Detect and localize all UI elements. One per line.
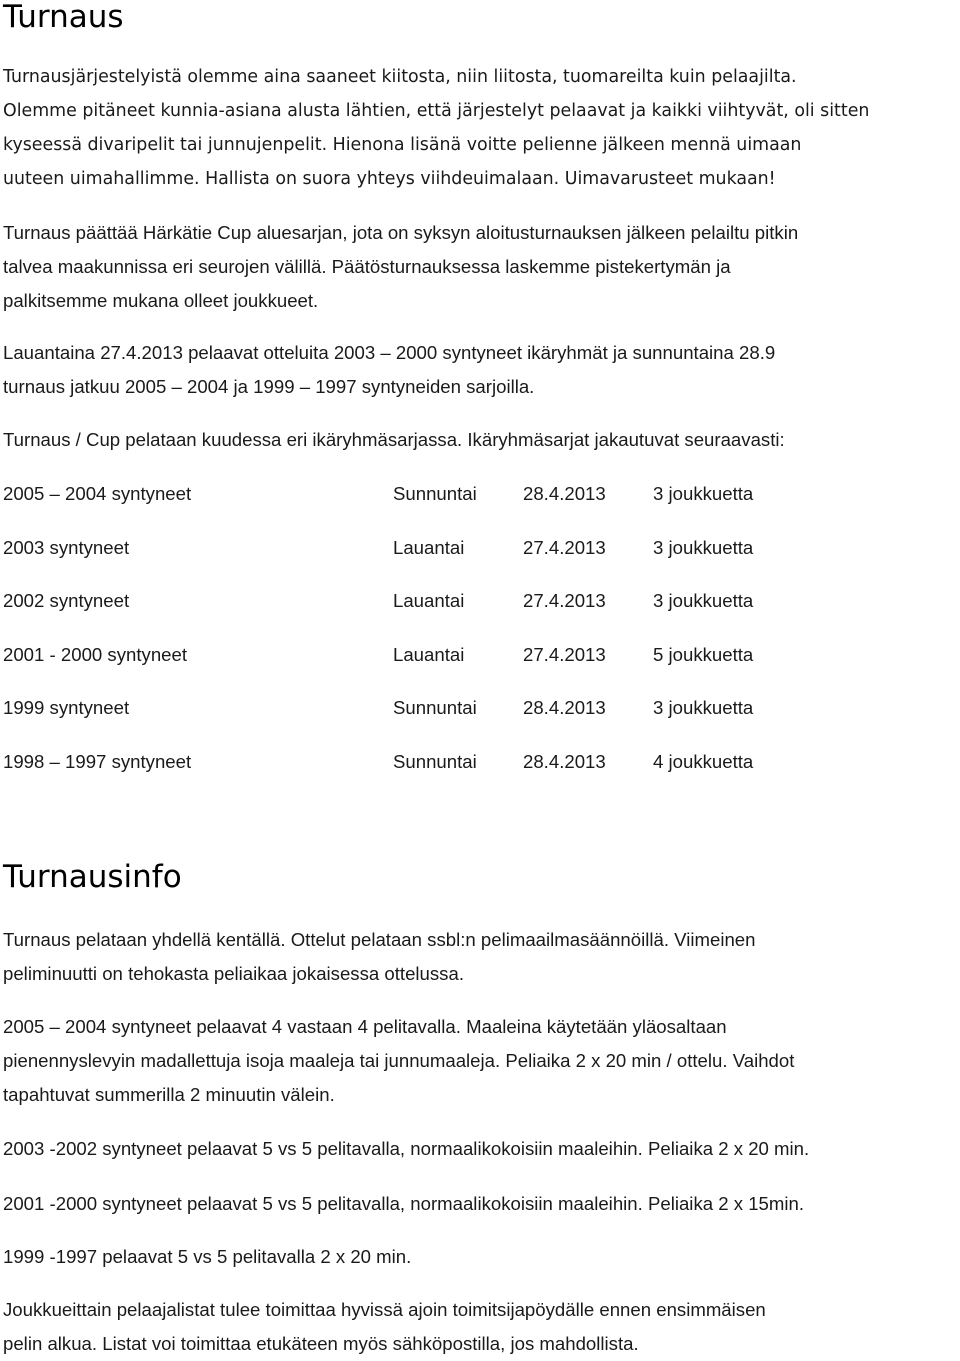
- schedule-teams: 3 joukkuetta: [653, 483, 754, 504]
- schedule-years: 1999 syntyneet: [3, 697, 130, 719]
- info-line: Joukkueittain pelaajalistat tulee toimittaa hyvissä ajoin toimitsijapöydälle ennen ensimmäisen: [3, 1299, 766, 1320]
- info-line: peliminuutti on tehokasta peliaikaa jokaisessa ottelussa.: [3, 963, 464, 984]
- schedule-day: Sunnuntai: [393, 697, 477, 719]
- schedule-day: Lauantai: [393, 590, 465, 612]
- intro-paragraph: [3, 60, 960, 196]
- schedule-date: 28.4.2013: [523, 697, 606, 719]
- info-line: pelin alkua. Listat voi toimittaa etukäteen myös sähköpostilla, jos mahdollista.: [3, 1333, 639, 1354]
- cup-line: talvea maakunnissa eri seurojen välillä. Päätösturnauksessa laskemme pistekertymän ja: [3, 256, 731, 277]
- info-line: 2005 – 2004 syntyneet pelaavat 4 vastaan 4 pelitavalla. Maaleina käytetään yläosaltaan: [3, 1016, 727, 1037]
- schedule-day: Sunnuntai: [393, 750, 477, 772]
- age-groups-line: Turnaus / Cup pelataan kuudessa eri ikäryhmäsarjassa. Ikäryhmäsarjat jakautuvat seuraavasti:: [3, 429, 785, 450]
- cup-line: palkitsemme mukana olleet joukkueet.: [3, 290, 319, 311]
- schedule-row: [3, 745, 903, 799]
- schedule-teams: 3 joukkuetta: [653, 697, 754, 719]
- schedule-day: Lauantai: [393, 536, 465, 558]
- info-paragraph: [3, 923, 960, 991]
- schedule-row: [3, 531, 903, 585]
- info-line: pienennyslevyin madallettuja isoja maaleja tai junnumaaleja. Peliaika 2 x 20 min / ottelu. Vaihdot: [3, 1050, 795, 1071]
- schedule-row: [3, 477, 903, 531]
- schedule-day: Lauantai: [393, 643, 465, 665]
- info-paragraph: [3, 1240, 960, 1274]
- info-paragraph: [3, 1132, 960, 1166]
- schedule-years: 1998 – 1997 syntyneet: [3, 750, 192, 772]
- schedule-teams: 3 joukkuetta: [653, 590, 754, 612]
- info-line: Turnaus pelataan yhdellä kentällä. Ottelut pelataan ssbl:n pelimaailmasäännöillä. Viimeinen: [3, 929, 756, 950]
- schedule-row: [3, 584, 903, 638]
- cup-paragraph: [3, 216, 960, 318]
- info-line: 2001 -2000 syntyneet pelaavat 5 vs 5 pelitavalla, normaalikokoisiin maaleihin. Peliaika 2 x 15min.: [3, 1193, 805, 1214]
- info-line: 1999 -1997 pelaavat 5 vs 5 pelitavalla 2 x 20 min.: [3, 1246, 412, 1267]
- schedule-years: 2003 syntyneet: [3, 536, 130, 558]
- dates-line: Lauantaina 27.4.2013 pelaavat otteluita 2003 – 2000 syntyneet ikäryhmät ja sunnuntaina 28.9: [3, 342, 776, 363]
- schedule-date: 28.4.2013: [523, 750, 606, 772]
- info-line: 2003 -2002 syntyneet pelaavat 5 vs 5 pelitavalla, normaalikokoisiin maaleihin. Peliaika 2 x 20 min.: [3, 1138, 810, 1159]
- intro-line: kyseessä divaripelit tai junnujenpelit. Hienona lisänä voitte pelienne jälkeen mennä uimaan: [3, 135, 802, 155]
- page-title: Turnaus: [3, 0, 124, 35]
- intro-line: Olemme pitäneet kunnia-asiana alusta lähtien, että järjestelyt pelaavat ja kaikki viihtyvät, oli sitten: [3, 101, 870, 121]
- schedule-date: 27.4.2013: [523, 590, 606, 612]
- schedule-table: [3, 477, 903, 799]
- schedule-row: [3, 691, 903, 745]
- schedule-teams: 4 joukkuetta: [653, 750, 754, 772]
- section-title: Turnausinfo: [3, 859, 182, 895]
- cup-line: Turnaus päättää Härkätie Cup aluesarjan, jota on syksyn aloitusturnauksen jälkeen pelailtu pitkin: [3, 222, 799, 243]
- schedule-teams: 3 joukkuetta: [653, 536, 754, 558]
- schedule-date: 28.4.2013: [523, 483, 606, 504]
- info-line: tapahtuvat summerilla 2 minuutin välein.: [3, 1084, 335, 1105]
- schedule-date: 27.4.2013: [523, 643, 606, 665]
- schedule-teams: 5 joukkuetta: [653, 643, 754, 665]
- schedule-years: 2002 syntyneet: [3, 590, 130, 612]
- dates-paragraph: [3, 336, 960, 404]
- dates-line: turnaus jatkuu 2005 – 2004 ja 1999 – 1997 syntyneiden sarjoilla.: [3, 376, 535, 397]
- schedule-years: 2001 - 2000 syntyneet: [3, 643, 188, 665]
- intro-line: uuteen uimahallimme. Hallista on suora yhteys viihdeuimalaan. Uimavarusteet mukaan!: [3, 169, 776, 189]
- schedule-years: 2005 – 2004 syntyneet: [3, 483, 192, 504]
- info-paragraph: [3, 1293, 960, 1361]
- info-paragraph: [3, 1010, 960, 1112]
- info-paragraph: [3, 1187, 960, 1221]
- schedule-date: 27.4.2013: [523, 536, 606, 558]
- age-groups-intro: [3, 423, 960, 457]
- intro-line: Turnausjärjestelyistä olemme aina saaneet kiitosta, niin liitosta, tuomareilta kuin pelaajilta.: [3, 67, 797, 87]
- schedule-day: Sunnuntai: [393, 483, 477, 504]
- schedule-row: [3, 638, 903, 692]
